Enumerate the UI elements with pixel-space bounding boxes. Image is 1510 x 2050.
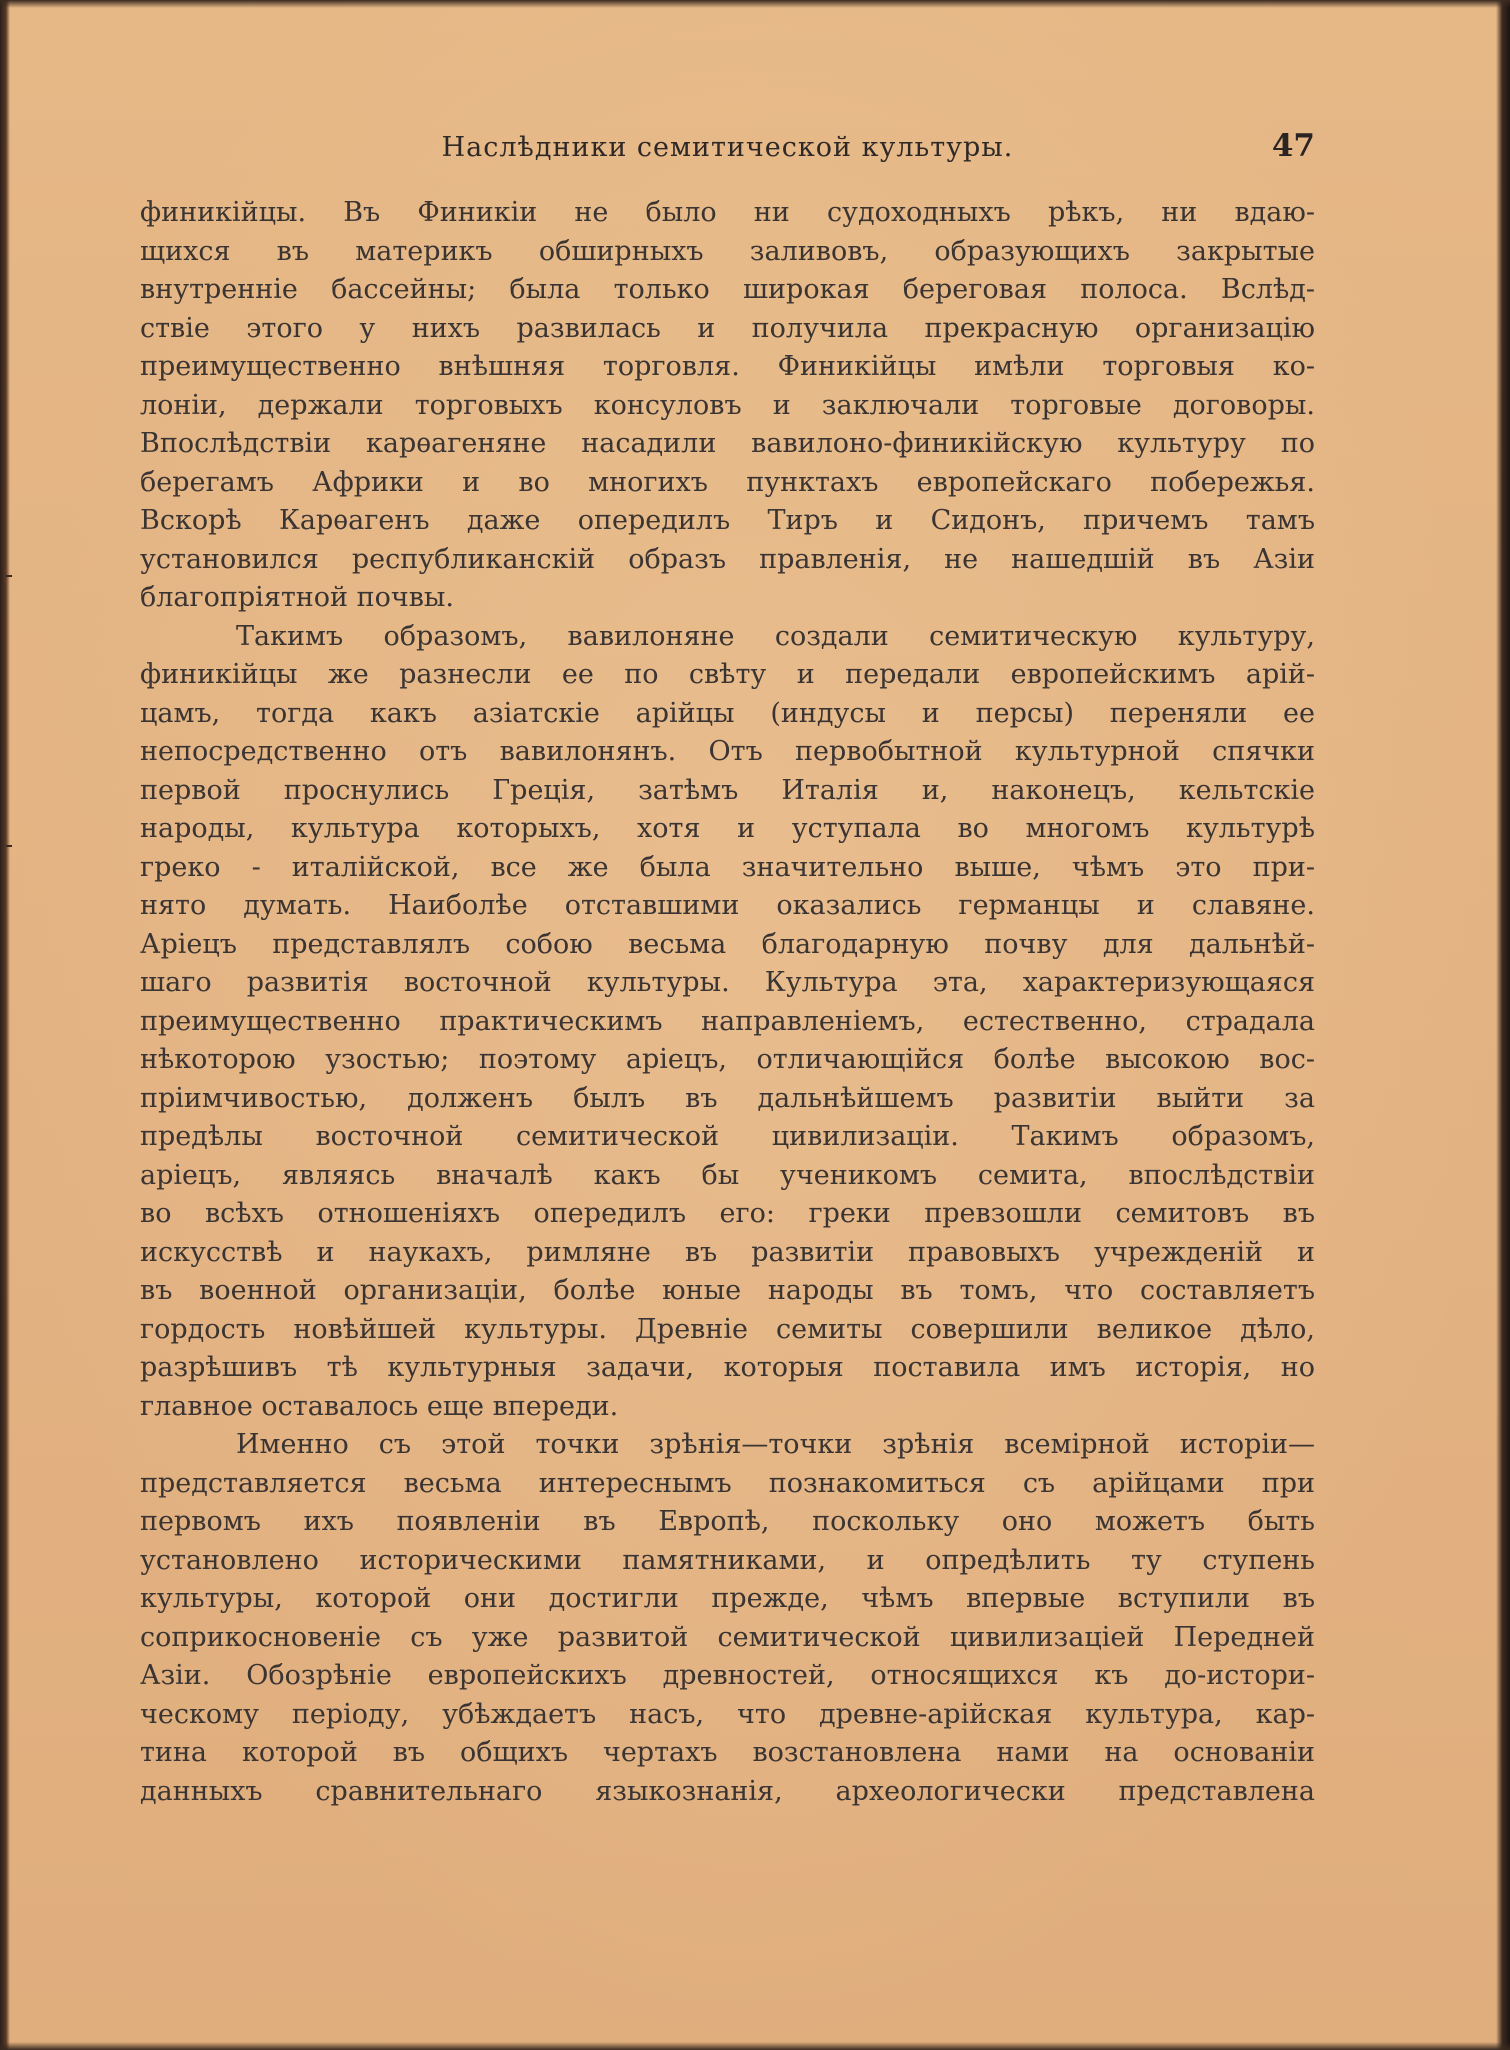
text-line: Аріецъ представлялъ собою весьма благодарную почву для дальнѣй-: [140, 928, 1315, 960]
text-line: непосредственно отъ вавилонянъ. Отъ первобытной культурной спячки: [140, 736, 1315, 767]
text-line: Вскорѣ Карѳагенъ даже опередилъ Тиръ и Сидонъ, причемъ тамъ: [140, 505, 1315, 536]
page-top-edge: [0, 0, 1510, 8]
text-line: въ военной организаціи, болѣе юные народы въ томъ, что составляетъ: [140, 1275, 1315, 1306]
text-line: гордость новѣйшей культуры. Древніе семиты совершили великое дѣло,: [140, 1313, 1315, 1345]
text-line: шаго развитія восточной культуры. Культура эта, характеризующаяся: [140, 967, 1315, 998]
text-line: нято думать. Наиболѣе отставшими оказались германцы и славяне.: [140, 890, 1315, 921]
text-line: Такимъ образомъ, вавилоняне создали семитическую культуру,: [236, 620, 1315, 652]
text-line: установлено историческими памятниками, и опредѣлить ту ступень: [140, 1544, 1315, 1576]
text-line: преимущественно внѣшняя торговля. Финикійцы имѣли торговыя ко-: [140, 351, 1315, 382]
text-line: благопріятной почвы.: [140, 582, 454, 613]
text-line: щихся въ материкъ обширныхъ заливовъ, образующихъ закрытые: [140, 235, 1315, 267]
text-line: цамъ, тогда какъ азіатскіе арійцы (индусы и персы) переняли ее: [140, 697, 1315, 729]
text-line: разрѣшивъ тѣ культурныя задачи, которыя поставила имъ исторія, но: [140, 1352, 1315, 1383]
text-line: первой проснулись Греція, затѣмъ Италія и, наконецъ, кельтскіе: [140, 774, 1315, 806]
text-line: внутренніе бассейны; была только широкая береговая полоса. Вслѣд-: [140, 274, 1315, 305]
page-right-edge: [1496, 0, 1510, 2050]
text-line: Именно съ этой точки зрѣнія—точки зрѣнія всемірной исторіи—: [236, 1429, 1315, 1460]
text-line: данныхъ сравнительнаго языкознанія, археологически представлена: [140, 1775, 1315, 1807]
text-line: первомъ ихъ появленіи въ Европѣ, поскольку оно можетъ быть: [140, 1506, 1315, 1537]
text-line: Азіи. Обозрѣніе европейскихъ древностей, относящихся къ до-истори-: [140, 1660, 1315, 1691]
page-header: [140, 128, 1315, 172]
text-line: преимущественно практическимъ направленіемъ, естественно, страдала: [140, 1005, 1315, 1037]
page-number: 47: [1271, 128, 1315, 164]
text-line: финикійцы же разнесли ее по свѣту и передали европейскимъ арій-: [140, 659, 1315, 690]
text-line: финикійцы. Въ Финикіи не было ни судоходныхъ рѣкъ, ни вдаю-: [140, 197, 1315, 228]
margin-mark: [6, 845, 12, 847]
body-text: [140, 194, 1315, 1811]
text-line: ческому періоду, убѣждаетъ насъ, что древне-арійская культура, кар-: [140, 1698, 1315, 1730]
text-line: культуры, которой они достигли прежде, чѣмъ впервые вступили въ: [140, 1583, 1315, 1614]
text-line: народы, культура которыхъ, хотя и уступала во многомъ культурѣ: [140, 813, 1315, 844]
text-line: главное оставалось еще впереди.: [140, 1390, 619, 1422]
text-line: пріимчивостью, долженъ былъ въ дальнѣйшемъ развитіи выйти за: [140, 1082, 1315, 1114]
text-line: установился республиканскій образъ правленія, не нашедшій въ Азіи: [140, 543, 1315, 575]
text-line: лоніи, держали торговыхъ консуловъ и заключали торговые договоры.: [140, 389, 1315, 421]
page-bottom-edge: [0, 2042, 1510, 2050]
text-line: во всѣхъ отношеніяхъ опередилъ его: греки превзошли семитовъ въ: [140, 1198, 1315, 1229]
margin-mark: [6, 575, 12, 577]
text-line: берегамъ Африки и во многихъ пунктахъ европейскаго побережья.: [140, 466, 1315, 498]
page-left-edge: [0, 0, 10, 2050]
text-line: аріецъ, являясь вначалѣ какъ бы ученикомъ семита, впослѣдствіи: [140, 1159, 1315, 1191]
text-line: нѣкоторою узостью; поэтому аріецъ, отличающійся болѣе высокою вос-: [140, 1044, 1315, 1075]
running-title: Наслѣдники семитической культуры.: [441, 132, 1014, 163]
text-line: предѣлы восточной семитической цивилизаціи. Такимъ образомъ,: [140, 1121, 1315, 1152]
text-line: представляется весьма интереснымъ познакомиться съ арійцами при: [140, 1467, 1315, 1499]
text-line: искусствѣ и наукахъ, римляне въ развитіи правовыхъ учрежденій и: [140, 1236, 1315, 1268]
text-line: греко - италійской, все же была значительно выше, чѣмъ это при-: [140, 851, 1315, 883]
text-line: тина которой въ общихъ чертахъ возстановлена нами на основаніи: [140, 1737, 1315, 1768]
text-line: ствіе этого у нихъ развилась и получила прекрасную организацію: [140, 312, 1315, 344]
text-line: соприкосновеніе съ уже развитой семитической цивилизаціей Передней: [140, 1621, 1315, 1653]
text-line: Впослѣдствіи карѳагеняне насадили вавилоно-финикійскую культуру по: [140, 428, 1315, 459]
